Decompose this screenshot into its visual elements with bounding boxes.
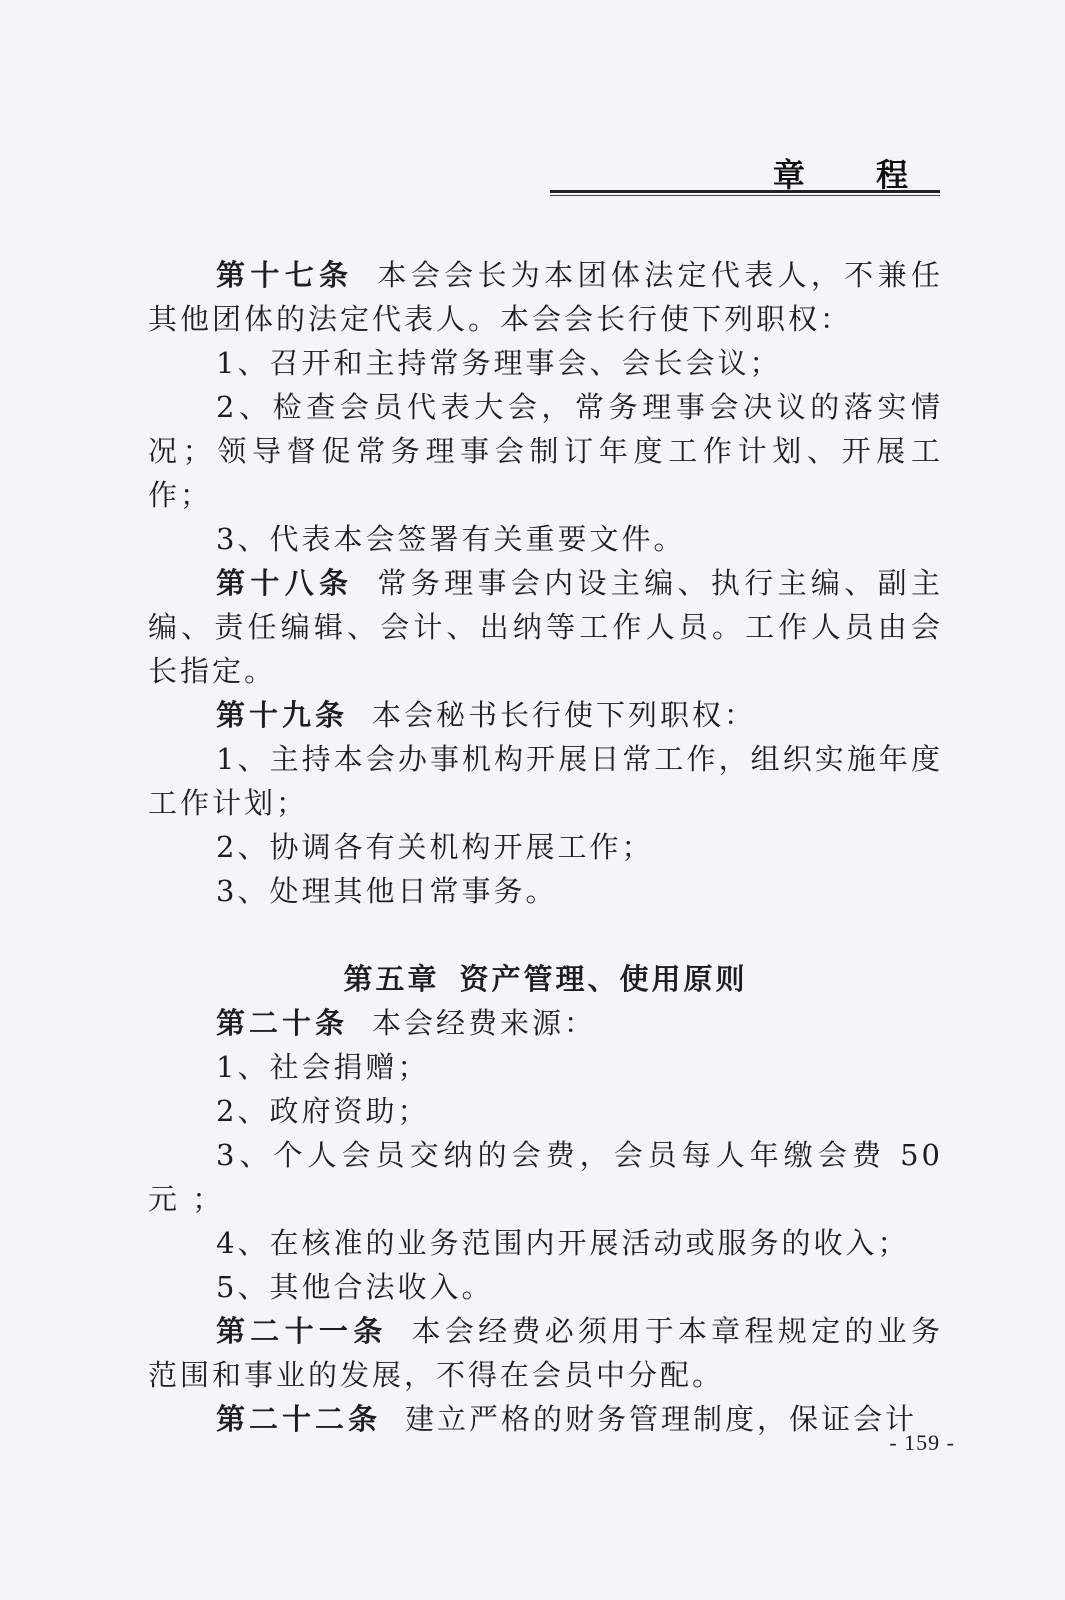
article-17-item-2: 2、检查会员代表大会，常务理事会决议的落实情况；领导督促常务理事会制订年度工作计划、开展工作；: [148, 390, 943, 512]
article-19: [148, 693, 943, 737]
article-18: [148, 561, 943, 693]
article-20-label: 第二十条: [216, 1006, 349, 1040]
article-20: [148, 1001, 943, 1045]
article-20-item-2: 2、政府资助；: [216, 1094, 430, 1128]
page-number: - 159 -: [889, 1430, 955, 1455]
article-20-item-4: 4、在核准的业务范围内开展活动或服务的收入；: [216, 1226, 910, 1260]
article-18-text: 常务理事会内设主编、执行主编、副主编、责任编辑、会计、出纳等工作人员。工作人员由会长指定。: [148, 566, 943, 688]
article-17-label: 第十七条: [216, 258, 354, 292]
article-20-item-5: 5、其他合法收入。: [216, 1270, 494, 1304]
article-19-item-3: 3、处理其他日常事务。: [216, 874, 558, 908]
body-text: [148, 253, 943, 1441]
article-22-text: 建立严格的财务管理制度，保证会计: [405, 1402, 918, 1436]
article-17-item-3: 3、代表本会签署有关重要文件。: [216, 522, 686, 556]
article-21-label: 第二十一条: [216, 1314, 388, 1348]
article-21: [148, 1309, 943, 1397]
chapter-number: 第五章: [343, 962, 440, 996]
article-22: [148, 1397, 943, 1441]
running-header-title: 章 程: [772, 156, 938, 194]
article-21-text: 本会经费必须用于本章程规定的业务范围和事业的发展，不得在会员中分配。: [148, 1314, 943, 1392]
article-17-text: 本会会长为本团体法定代表人，不兼任其他团体的法定代表人。本会会长行使下列职权：: [148, 258, 943, 336]
article-17: [148, 253, 943, 341]
chapter-heading: [148, 913, 943, 1001]
article-20-item-3: 3、个人会员交纳的会费，会员每人年缴会费 50 元 ；: [148, 1138, 943, 1216]
article-19-item-2: 2、协调各有关机构开展工作；: [216, 830, 654, 864]
article-22-label: 第二十二条: [216, 1402, 382, 1436]
article-18-label: 第十八条: [216, 566, 354, 600]
header-rule: [550, 190, 940, 196]
article-19-text: 本会秘书长行使下列职权：: [372, 698, 757, 732]
article-19-label: 第十九条: [216, 698, 349, 732]
article-19-item-1: 1、主持本会办事机构开展日常工作，组织实施年度工作计划；: [148, 742, 943, 820]
article-20-item-1: 1、社会捐赠；: [216, 1050, 430, 1084]
article-20-text: 本会经费来源：: [372, 1006, 597, 1040]
chapter-title: 资产管理、使用原则: [459, 962, 748, 996]
article-17-item-1: 1、召开和主持常务理事会、会长会议；: [216, 346, 782, 380]
